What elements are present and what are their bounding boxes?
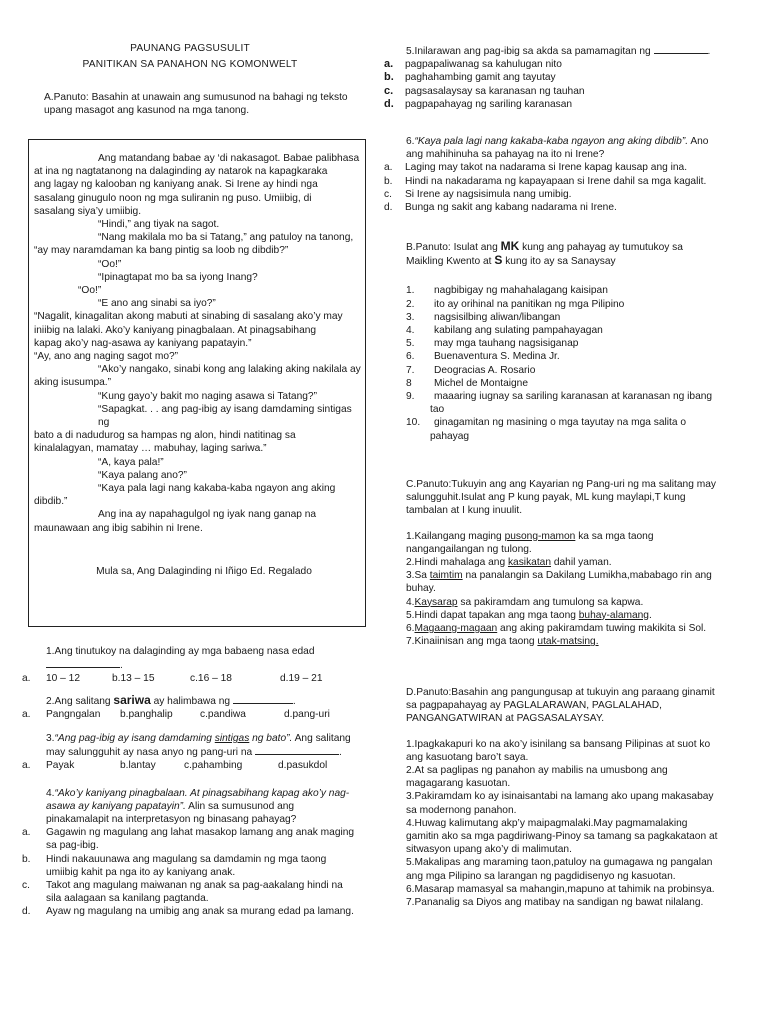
story-line: at ina ng nagtatanong na dalaginding ay natarok na kapagkaraka bbox=[34, 166, 328, 178]
option-label: d. bbox=[384, 97, 394, 110]
story-excerpt bbox=[34, 152, 364, 578]
option: b.panghalip bbox=[120, 708, 173, 720]
story-line: sasalang ginugulo noon ng mga suliranin ng puso. Umiibig, di bbox=[34, 192, 312, 204]
q4-option-c bbox=[22, 879, 368, 892]
option: c.16 – 18 bbox=[190, 673, 232, 685]
option-label: b. bbox=[384, 175, 393, 187]
part-b-item bbox=[406, 390, 750, 403]
story-line: “ay may naramdaman ka bang pintig sa loob ng dibdib?” bbox=[34, 245, 289, 257]
part-c-instr-line-3: tambalan at I kung inuulit. bbox=[406, 505, 523, 517]
item-text: nagbibigay ng mahahalagang kaisipan bbox=[434, 285, 608, 297]
item-text: ito ay orihinal na panitikan ng mga Pilipino bbox=[434, 298, 625, 310]
option: b.13 – 15 bbox=[112, 673, 155, 685]
part-d-item-cont: sa modernong panahon. bbox=[406, 804, 517, 816]
q5-stem bbox=[384, 44, 750, 58]
part-d-item: 6.Masarap mamasyal sa mahangin,mapuno at tahimik na probinsya. bbox=[406, 883, 715, 895]
part-d-item-cont: ang mga Pilipino sa larangan ng pagdidisenyo ng kasuotan. bbox=[406, 870, 676, 882]
part-b-item bbox=[406, 337, 750, 350]
item-text: kabilang ang sulating pampahayagan bbox=[434, 325, 603, 337]
q4 bbox=[22, 787, 368, 827]
item-text: Michel de Montaigne bbox=[434, 377, 529, 389]
q5-text: 5.Inilarawan ang pag-ibig sa akda sa pamamagitan ng bbox=[406, 46, 654, 57]
part-c-item bbox=[406, 596, 750, 609]
q4-stem-line-2 bbox=[46, 800, 368, 813]
q3-text: may salungguhit ay nasa anyo ng pang-uri na bbox=[46, 747, 255, 759]
q6-text: Ano bbox=[688, 136, 709, 147]
option-label: a. bbox=[22, 827, 31, 839]
option-label: a. bbox=[22, 760, 31, 772]
option: d.pang-uri bbox=[284, 708, 330, 720]
option: c.pandiwa bbox=[200, 708, 246, 720]
item-text: sa pakiramdam ang tumulong sa kapwa. bbox=[457, 596, 644, 608]
item-text: ka sa mga taong bbox=[575, 530, 654, 542]
story-line: Ang matandang babae ay ‘di nakasagot. Babae palibhasa bbox=[98, 153, 360, 164]
option-label: a. bbox=[384, 58, 394, 71]
option-label: a. bbox=[384, 162, 393, 174]
part-c-item bbox=[406, 609, 750, 622]
q3-keyword: sintigas bbox=[214, 733, 250, 745]
part-b-list bbox=[406, 284, 750, 442]
q3-text: Ang salitang bbox=[292, 733, 351, 745]
story-line: “Ako’y nangako, sinabi kong ang lalaking aking nakilala ay bbox=[98, 364, 361, 376]
part-b-item bbox=[406, 350, 750, 363]
part-d-item: 5.Makalipas ang maraming taon,patuloy na gumagawa ng pangalan bbox=[406, 857, 713, 869]
option-text: Bunga ng sakit ang kabang nadarama ni Irene. bbox=[405, 202, 617, 214]
part-c-item-cont: nangangailangan ng tulong. bbox=[406, 543, 532, 555]
q6-quote: “Kaya pala lagi nang kakaba-kaba ngayon ang aking dibdib”. bbox=[414, 136, 689, 147]
item-text: 4. bbox=[406, 596, 415, 608]
part-b-item bbox=[406, 284, 750, 297]
q4-stem-line-3: pinakamalapit na interpretasyon ng binasang pahayag? bbox=[46, 814, 297, 826]
option-label: a. bbox=[22, 673, 31, 685]
part-d-item: 3.Pakiramdam ko ay isinaisantabi na lamang ako upang makasabay bbox=[406, 791, 714, 803]
story-line: kapag ako’y nag-asawa ay kaniyang papatayin.” bbox=[34, 337, 252, 349]
q4-quote: “Ako’y kaniyang pinagbalaan. At pinagsabihang kapag ako’y nag- bbox=[54, 787, 350, 799]
item-text: . bbox=[648, 609, 652, 621]
story-line: iniibig na lalaki. Ako’y kaniyang pinagbalaan. At pinagsabihang bbox=[34, 324, 317, 336]
part-b-item bbox=[406, 324, 750, 337]
part-c-item bbox=[406, 530, 750, 543]
q5-option-a bbox=[384, 58, 750, 71]
q2 bbox=[22, 694, 368, 708]
part-b-s-code: S bbox=[494, 253, 503, 268]
part-c-item bbox=[406, 569, 750, 582]
underlined-word: kasikatan bbox=[507, 557, 551, 569]
part-b-mk-code: MK bbox=[500, 239, 520, 253]
q4-text: Alin sa sumusunod ang bbox=[185, 800, 295, 812]
part-d-item-cont: gamitin ako sa mga pagdiriwang-Pinoy sa tamang sa pagkakataon at bbox=[406, 831, 718, 843]
part-c-instr-line-2: salungguhit.Isulat ang P kung payak, ML kung maylapi,T kung bbox=[406, 492, 686, 504]
underlined-word: taimtim bbox=[429, 570, 463, 582]
q4-option-b bbox=[22, 853, 368, 866]
q5-period: . bbox=[707, 46, 711, 57]
q3 bbox=[22, 732, 368, 759]
part-d-instr-line-2: sa pagpapahayag ay PAGLALARAWAN, PAGLALAHAD, bbox=[406, 700, 662, 712]
story-line: “Kaya palang ano?” bbox=[98, 469, 187, 481]
story-line: “Ipinagtapat mo ba sa iyong Inang? bbox=[98, 271, 258, 283]
q1-stem-line-2 bbox=[46, 658, 368, 672]
option: d.pasukdol bbox=[278, 760, 328, 772]
q4-option-c-cont bbox=[22, 892, 368, 905]
q5-option-b bbox=[384, 71, 750, 84]
q2-text: 2.Ang salitang bbox=[46, 695, 114, 707]
q3-options bbox=[22, 759, 368, 772]
part-c-instr-line-1: C.Panuto:Tukuyin ang ang Kayarian ng Pang-uri ng ma salitang may bbox=[406, 479, 716, 490]
item-text: 7.Kinaiinisan ang mga taong bbox=[406, 636, 538, 648]
story-line: dibdib.” bbox=[34, 496, 68, 508]
option: d.19 – 21 bbox=[280, 673, 323, 685]
story-line: “Kung gayo’y bakit mo naging asawa si Tatang?” bbox=[98, 390, 317, 402]
part-c bbox=[406, 478, 750, 648]
item-text: 5.Hindi dapat tapakan ang mga taong bbox=[406, 609, 579, 621]
item-number: 4. bbox=[406, 325, 415, 337]
part-b bbox=[406, 240, 750, 443]
part-d-item-cont: sitwasyon upang ako’y di malimutan. bbox=[406, 844, 572, 856]
item-number: 7. bbox=[406, 364, 415, 376]
item-text: 3.Sa bbox=[406, 570, 430, 582]
part-b-item bbox=[406, 416, 750, 429]
story-line: “A, kaya pala!” bbox=[98, 456, 164, 468]
q6-option-c bbox=[384, 188, 750, 201]
option-label: c. bbox=[22, 880, 30, 892]
item-number: 2. bbox=[406, 298, 415, 310]
part-d bbox=[406, 686, 750, 909]
option-text: Hindi nakauunawa ang magulang sa damdamin ng mga taong bbox=[46, 853, 327, 865]
option-text: Takot ang magulang maiwanan ng anak sa pag-aakalang hindi na bbox=[46, 880, 343, 892]
part-b-text: kung ito ay sa Sanaysay bbox=[502, 256, 616, 268]
title-line-2: PANITIKAN SA PANAHON NG KOMONWELT bbox=[82, 59, 298, 70]
underlined-word: Magaang-magaan bbox=[414, 623, 498, 635]
q4-num: 4. bbox=[46, 787, 55, 799]
part-c-item bbox=[406, 635, 750, 648]
option-label: c. bbox=[384, 188, 392, 200]
story-source: Mula sa, Ang Dalaginding ni Iñigo Ed. Regalado bbox=[96, 565, 312, 577]
part-d-item-cont: ang kasuotang baro’t saya. bbox=[406, 751, 529, 763]
item-number: 3. bbox=[406, 311, 415, 323]
option-text: sila aalagaan sa kanilang pagtanda. bbox=[46, 893, 209, 905]
story-line: “Nang makilala mo ba si Tatang,” ang patuloy na tanong, bbox=[98, 232, 354, 244]
story-line: “Oo!” bbox=[78, 285, 102, 297]
underlined-word: Kaysarap bbox=[414, 596, 458, 608]
part-b-text: Maikling Kwento at bbox=[406, 256, 495, 268]
part-b-instr-line-2 bbox=[406, 254, 750, 268]
q6-stem-line-2: ang mahihinuha sa pahayag na ito ni Irene? bbox=[406, 149, 605, 161]
item-text: may mga tauhang nagsisiganap bbox=[434, 338, 579, 350]
underlined-word: utak-matsing. bbox=[537, 636, 599, 648]
part-b-item bbox=[406, 364, 750, 377]
item-text: maaaring iugnay sa sariling karanasan at karanasan ng ibang bbox=[434, 391, 713, 403]
part-c-items bbox=[406, 530, 750, 649]
part-c-item bbox=[406, 556, 750, 569]
option-text: Ayaw ng magulang na umibig ang anak sa murang edad pa lamang. bbox=[46, 906, 354, 918]
item-text: nagsisilbing aliwan/libangan bbox=[434, 311, 561, 323]
story-line: ang lagay ng kalooban ng kaniyang anak. Si Irene ay hindi nga bbox=[34, 179, 318, 191]
story-line: “Oo!” bbox=[98, 258, 122, 270]
story-line: bato a di nadudurog sa hampas ng alon, hindi natitinag sa bbox=[34, 430, 296, 442]
item-number: 6. bbox=[406, 351, 415, 363]
q6-option-d bbox=[384, 201, 750, 214]
q2-text: ay halimbawa ng bbox=[150, 695, 233, 707]
option-text: Hindi na nakadarama ng kapayapaan si Irene dahil sa mga kagalit. bbox=[405, 175, 707, 187]
option-text: umiibig kahit pa nga ito ay kaniyang anak. bbox=[46, 866, 236, 878]
q6-option-a bbox=[384, 161, 750, 174]
part-d-instr-line-1: D.Panuto:Basahin ang pangungusap at tukuyin ang paraang ginamit bbox=[406, 687, 715, 698]
item-number: 9. bbox=[406, 391, 415, 403]
story-line: “Kaya pala lagi nang kakaba-kaba ngayon ang aking bbox=[98, 483, 336, 495]
q6 bbox=[384, 135, 750, 214]
item-number: 8 bbox=[406, 377, 412, 389]
q6-stem bbox=[384, 135, 750, 148]
part-d-instr-line-3: PANGANGATWIRAN at PAGSASALAYSAY. bbox=[406, 713, 605, 725]
option: b.lantay bbox=[120, 760, 156, 772]
q5-option-c bbox=[384, 85, 750, 98]
part-d-item: 2.At sa paglipas ng panahon ay mabilis na umusbong ang bbox=[406, 765, 668, 777]
item-text: tao bbox=[430, 404, 445, 416]
option-text: pagsasalaysay sa karanasan ng tauhan bbox=[405, 85, 585, 97]
story-line: kinalalagyan, mamatay … mabuhay, laging sariwa.” bbox=[34, 443, 267, 455]
story-line: “Hindi,” ang tiyak na sagot. bbox=[98, 219, 220, 231]
q3-stem-line-2 bbox=[46, 745, 368, 759]
q4-option-a-cont bbox=[22, 839, 368, 852]
part-b-item bbox=[406, 298, 750, 311]
part-a-instr-line-2: upang masagot ang kasunod na mga tanong. bbox=[44, 105, 250, 117]
story-line: “Ay, ano ang naging sagot mo?” bbox=[34, 351, 179, 363]
option: 10 – 12 bbox=[46, 673, 80, 685]
item-text: 1.Kailangang maging bbox=[406, 530, 505, 542]
option-text: paghahambing gamit ang tayutay bbox=[405, 72, 556, 84]
q4-option-a bbox=[22, 826, 368, 839]
q6-option-b bbox=[384, 175, 750, 188]
story-line: aking isusumpa.” bbox=[34, 377, 112, 389]
option: Payak bbox=[46, 760, 75, 772]
option-text: Si Irene ay nagsisimula nang umibig. bbox=[405, 188, 572, 200]
q2-keyword: sariwa bbox=[113, 692, 151, 707]
part-b-text: kung ang pahayag ay tumutukoy sa bbox=[519, 242, 683, 253]
q3-period: . bbox=[338, 747, 342, 759]
part-a-instructions bbox=[44, 91, 374, 117]
part-b-instr-line-1 bbox=[406, 240, 750, 254]
part-d-item: 1.Ipagkakapuri ko na ako’y isinilang sa bansang Pilipinas at suot ko bbox=[406, 738, 711, 750]
option-label: b. bbox=[22, 853, 31, 865]
option-label: d. bbox=[384, 202, 393, 214]
story-line: Ang ina ay napahagulgol ng iyak nang ganap na bbox=[98, 509, 317, 521]
item-number: 10. bbox=[406, 417, 421, 429]
q1 bbox=[22, 645, 368, 672]
answer-blank bbox=[255, 745, 339, 755]
option: c.pahambing bbox=[184, 760, 243, 772]
q1-options bbox=[22, 672, 368, 685]
part-d-item-cont: magagarang kasuotan. bbox=[406, 778, 511, 790]
item-number: 1. bbox=[406, 285, 415, 297]
item-text: na panalangin sa Dakilang Lumikha,mababago rin ang bbox=[462, 570, 712, 582]
q4-option-d bbox=[22, 905, 368, 918]
answer-blank bbox=[233, 694, 293, 704]
option-label: d. bbox=[22, 906, 31, 918]
item-text: 6. bbox=[406, 623, 415, 635]
item-number: 5. bbox=[406, 338, 415, 350]
part-c-item bbox=[406, 622, 750, 635]
underlined-word: buhay-alamang bbox=[578, 609, 649, 621]
q2-stem bbox=[46, 694, 368, 708]
item-text: dahil yaman. bbox=[551, 557, 612, 569]
part-d-item: 4.Huwag kalimutang akp’y maipagmalaki.May pagmamalaking bbox=[406, 817, 688, 829]
underlined-word: pusong-mamon bbox=[504, 530, 576, 542]
questions-left bbox=[22, 645, 368, 919]
option: Pangngalan bbox=[46, 708, 101, 720]
option-label: b. bbox=[384, 71, 394, 84]
part-c-item-cont: buhay. bbox=[406, 583, 436, 595]
story-line: maunawaan ang ibig sabihin ni Irene. bbox=[34, 522, 203, 534]
part-d-item: 7.Pananalig sa Diyos ang matibay na sandigan ng bawat nilalang. bbox=[406, 897, 704, 909]
item-text: ginagamitan ng masining o mga tayutay na mga salita o bbox=[434, 417, 687, 429]
item-text: pahayag bbox=[430, 430, 470, 442]
q1-stem: 1.Ang tinutukoy na dalaginding ay mga babaeng nasa edad bbox=[46, 646, 315, 657]
q4-stem bbox=[46, 787, 368, 800]
option-text: pagpapahayag ng sariling karanasan bbox=[405, 98, 573, 110]
option-text: Gagawin ng magulang ang lahat masakop lamang ang anak maging bbox=[46, 827, 355, 839]
answer-blank bbox=[46, 658, 120, 668]
answer-blank bbox=[654, 44, 708, 54]
option-text: sa pag-ibig. bbox=[46, 840, 99, 852]
q3-quote: “Ang pag-ibig ay isang damdaming bbox=[54, 733, 215, 745]
story-line: “E ano ang sinabi sa iyo?” bbox=[98, 298, 216, 310]
part-b-item bbox=[406, 430, 750, 443]
option-label: a. bbox=[22, 708, 31, 720]
item-text: ang aking pakiramdam tuwing makikita si Sol. bbox=[497, 623, 707, 635]
q3-stem bbox=[46, 732, 368, 745]
q5-option-d bbox=[384, 98, 750, 111]
q2-options bbox=[22, 708, 368, 721]
item-text: 2.Hindi mahalaga ang bbox=[406, 557, 508, 569]
q1-period: . bbox=[120, 660, 123, 672]
title-line-1: PAUNANG PAGSUSULIT bbox=[130, 43, 250, 54]
option-text: Laging may takot na nadarama si Irene kapag kausap ang ina. bbox=[405, 162, 688, 174]
q3-num: 3. bbox=[46, 733, 55, 745]
q6-num: 6. bbox=[406, 136, 415, 147]
part-b-text: B.Panuto: Isulat ang bbox=[406, 242, 501, 253]
item-number bbox=[406, 403, 430, 416]
option-text: pagpapaliwanag sa kahulugan nito bbox=[405, 59, 562, 71]
story-line: sasalang siya’y umiibig. bbox=[34, 205, 142, 217]
q5 bbox=[384, 44, 750, 111]
option-label: c. bbox=[384, 84, 394, 97]
part-b-item bbox=[406, 403, 750, 416]
q4-option-b-cont bbox=[22, 866, 368, 879]
q2-period: . bbox=[292, 695, 296, 707]
part-a-instr-line-1: A.Panuto: Basahin at unawain ang sumusunod na bahagi ng teksto bbox=[44, 92, 348, 103]
q4-quote: asawa ay kaniyang papatayin”. bbox=[46, 800, 186, 812]
story-line: “Sapagkat. . . ang pag-ibig ay isang damdaming sintigas ng bbox=[98, 403, 352, 429]
part-d-items bbox=[406, 738, 750, 910]
story-line: “Nagalit, kinagalitan akong mabuti at sinabing di sasalang ako’y may bbox=[34, 311, 343, 323]
item-text: Deogracias A. Rosario bbox=[434, 364, 536, 376]
part-b-item bbox=[406, 311, 750, 324]
part-b-item bbox=[406, 377, 750, 390]
item-number bbox=[406, 430, 430, 443]
q3-quote: ng bato”. bbox=[249, 733, 293, 745]
item-text: Buenaventura S. Medina Jr. bbox=[434, 351, 560, 363]
